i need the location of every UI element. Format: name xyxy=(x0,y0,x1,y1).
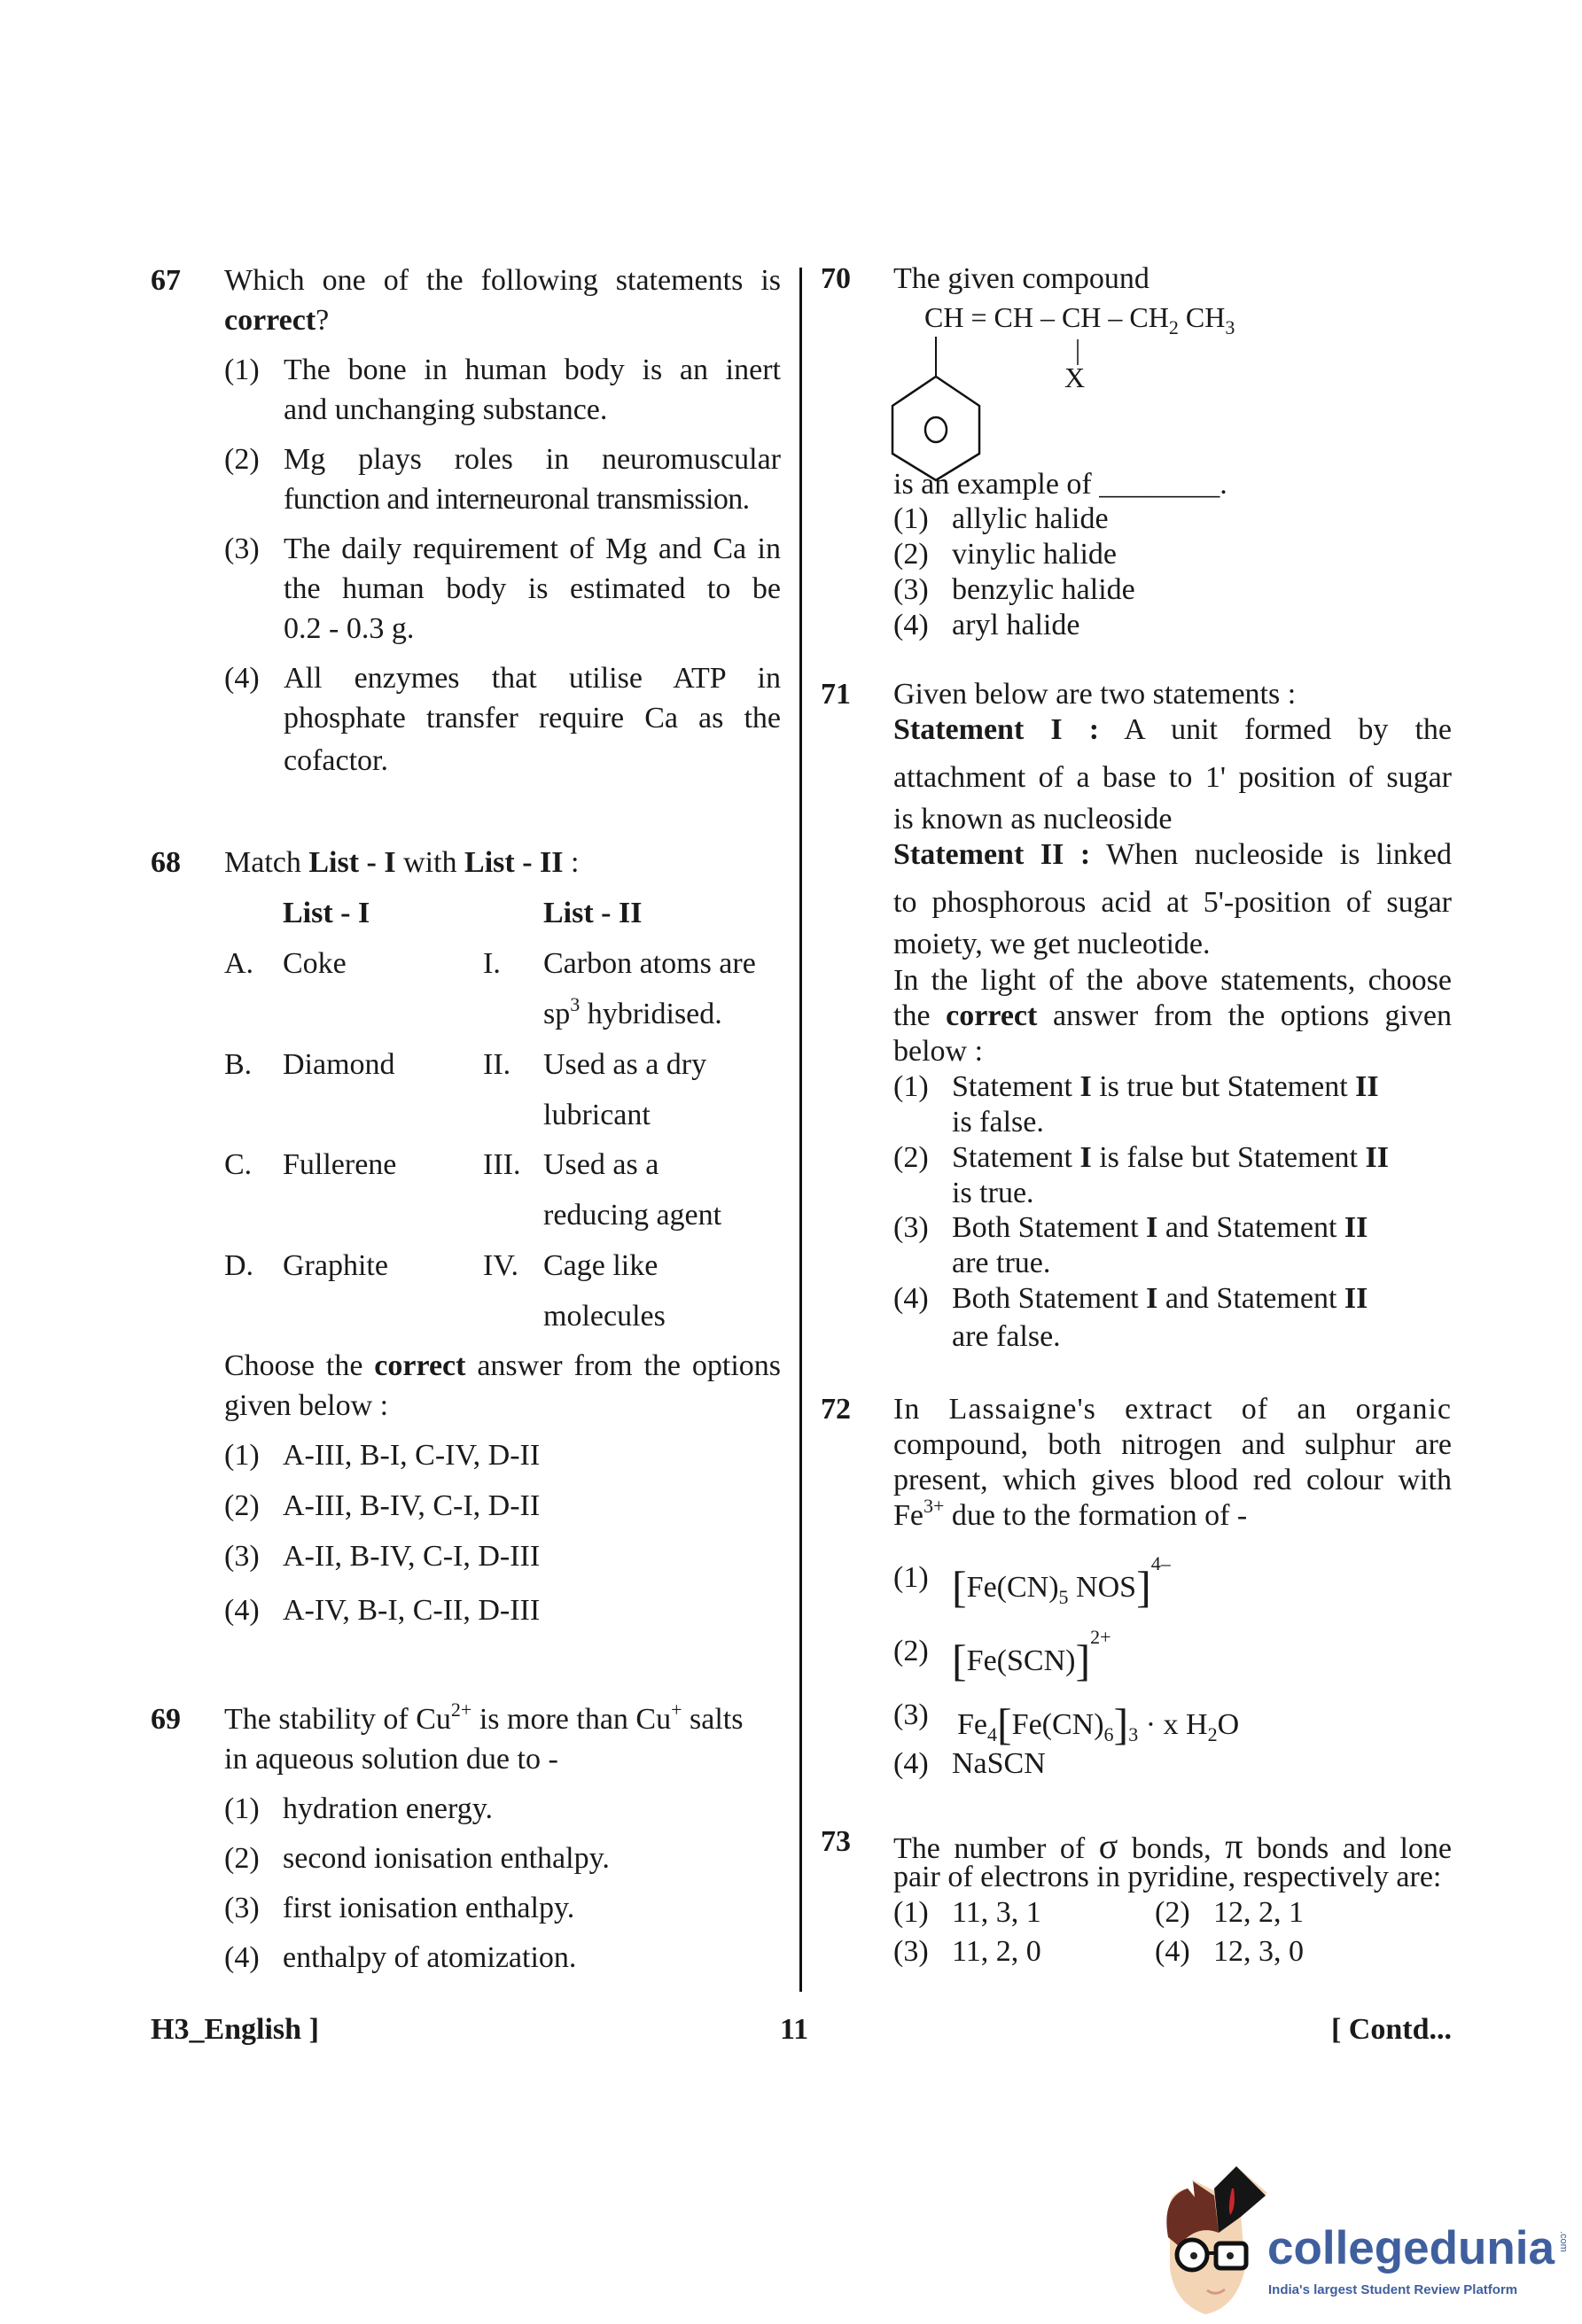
subscript: 2 xyxy=(1207,1723,1218,1745)
option-label: (2) xyxy=(893,1141,929,1174)
row-item: Graphite xyxy=(283,1249,388,1282)
row-letter: B. xyxy=(224,1048,253,1081)
question-stem: The given compound xyxy=(893,262,1149,295)
question-stem: In Lassaigne's extract of an organic xyxy=(893,1393,1452,1426)
sigma-symbol: σ xyxy=(1098,1826,1118,1866)
bracket: ] xyxy=(1136,1562,1151,1612)
text: Fe xyxy=(893,1499,923,1532)
list-2-header: List - II xyxy=(543,897,643,929)
option-label: (3) xyxy=(224,532,260,565)
pi-symbol: π xyxy=(1225,1826,1243,1866)
emphasis: II xyxy=(1344,1282,1368,1315)
formula-text: CH xyxy=(1178,301,1226,333)
option-text: cofactor. xyxy=(284,744,388,777)
question-stem-2: pair of electrons in pyridine, respectively are: xyxy=(893,1861,1442,1893)
option-text-2: is true. xyxy=(952,1177,1034,1209)
text: answer from the options xyxy=(477,1349,782,1382)
emphasis: II xyxy=(1365,1141,1389,1174)
footer-contd: [ Contd... xyxy=(1330,2013,1452,2046)
statement-1-line: attachment of a base to 1' position of sugar xyxy=(893,761,1452,794)
option-text: 0.2 - 0.3 g. xyxy=(284,612,415,645)
stem-text: Match xyxy=(224,846,301,879)
option-label: (2) xyxy=(893,1635,929,1667)
charge: 2+ xyxy=(1090,1626,1111,1648)
option-label: (4) xyxy=(893,1747,929,1780)
option-text-2: is false. xyxy=(952,1106,1044,1139)
text: The number of xyxy=(893,1832,1086,1865)
question-number: 70 xyxy=(821,262,851,295)
option-text xyxy=(952,1282,1368,1316)
option-formula xyxy=(952,1552,1171,1613)
row-desc-2 xyxy=(543,993,722,1031)
bracket: ] xyxy=(1113,1699,1129,1749)
row-roman: I. xyxy=(483,947,501,980)
text: Statement xyxy=(952,1141,1072,1174)
option-text: vinylic halide xyxy=(952,538,1118,571)
list-name: List - I xyxy=(308,846,396,879)
question-number: 67 xyxy=(151,264,181,297)
option-label: (1) xyxy=(224,1792,260,1825)
option-text: 11, 2, 0 xyxy=(952,1935,1041,1968)
text: bonds and lone xyxy=(1257,1832,1453,1865)
option-label: (3) xyxy=(893,1698,929,1731)
formula-text: Fe xyxy=(957,1708,987,1741)
formula-text: O xyxy=(1217,1708,1240,1741)
subscript: 3 xyxy=(1225,316,1235,338)
subscript: 3 xyxy=(1128,1723,1139,1745)
statement-label: Statement I : xyxy=(893,713,1100,746)
question-number: 72 xyxy=(821,1393,851,1426)
intro: Given below are two statements : xyxy=(893,678,1297,711)
option-label: (4) xyxy=(224,1594,260,1627)
option-text-2: are false. xyxy=(952,1320,1061,1353)
text: answer from the options given xyxy=(1052,999,1453,1032)
row-roman: III. xyxy=(483,1148,521,1181)
emphasis: I xyxy=(1146,1211,1158,1244)
row-desc-2: lubricant xyxy=(543,1099,651,1131)
option-text xyxy=(952,1211,1368,1245)
question-number: 71 xyxy=(821,678,851,711)
option-text: The daily requirement of Mg and Ca in xyxy=(284,532,781,565)
option-label: (1) xyxy=(893,1070,929,1103)
option-text: the human body is estimated to be xyxy=(284,572,781,605)
footer-code: H3_English ] xyxy=(151,2013,319,2046)
question-stem: Which one of the following statements is xyxy=(224,264,781,297)
option-text xyxy=(952,1141,1389,1175)
punct: ? xyxy=(316,304,330,337)
option-label: (2) xyxy=(224,1489,260,1522)
formula-text: · x H xyxy=(1138,1708,1208,1741)
row-item: Diamond xyxy=(283,1048,395,1081)
row-desc: Used as a dry xyxy=(543,1048,707,1081)
stem-text: : xyxy=(571,846,580,879)
statement-1-line: is known as nucleoside xyxy=(893,803,1173,836)
option-text: allylic halide xyxy=(952,502,1109,535)
emphasis: correct xyxy=(224,304,316,337)
option-text: A-II, B-IV, C-I, D-III xyxy=(283,1540,541,1573)
superscript: 3+ xyxy=(923,1495,945,1517)
option-text: phosphate transfer require Ca as the xyxy=(284,702,781,735)
option-text: second ionisation enthalpy. xyxy=(283,1842,610,1875)
mascot-icon xyxy=(1152,2162,1267,2321)
row-desc: Used as a xyxy=(543,1148,659,1181)
emphasis: I xyxy=(1146,1282,1158,1315)
option-text: All enzymes that utilise ATP in xyxy=(284,662,781,695)
formula-text: NOS xyxy=(1068,1571,1137,1604)
superscript: + xyxy=(671,1698,682,1721)
row-roman: II. xyxy=(483,1048,511,1081)
charge: 4– xyxy=(1150,1552,1171,1574)
question-stem: present, which gives blood red colour with xyxy=(893,1464,1452,1496)
stem-text: with xyxy=(403,846,457,879)
text: The stability of Cu xyxy=(224,1703,451,1736)
substituent-x: X xyxy=(1064,361,1086,393)
option-text: A-IV, B-I, C-II, D-III xyxy=(283,1594,541,1627)
formula-text: Fe(CN) xyxy=(966,1571,1059,1604)
emphasis: correct xyxy=(374,1349,466,1382)
statement-text: When nucleoside is linked xyxy=(1106,838,1452,871)
logo-tagline: India's largest Student Review Platform xyxy=(1268,2282,1518,2297)
option-text: first ionisation enthalpy. xyxy=(283,1892,575,1924)
option-text xyxy=(952,1070,1379,1104)
subscript: 4 xyxy=(987,1723,997,1745)
row-desc-2: molecules xyxy=(543,1300,666,1333)
option-label: (3) xyxy=(224,1892,260,1924)
emphasis: I xyxy=(1079,1141,1092,1174)
list-1-header: List - I xyxy=(283,897,370,929)
emphasis: correct xyxy=(946,999,1038,1032)
option-formula xyxy=(957,1698,1239,1750)
option-text: aryl halide xyxy=(952,609,1080,641)
option-label: (3) xyxy=(224,1540,260,1573)
option-label: (1) xyxy=(893,1561,929,1594)
emphasis: II xyxy=(1355,1070,1379,1103)
option-label: (4) xyxy=(224,662,260,695)
option-text: The bone in human body is an inert xyxy=(284,354,781,386)
text: salts xyxy=(682,1703,744,1736)
bracket: [ xyxy=(952,1562,967,1612)
row-letter: D. xyxy=(224,1249,254,1282)
text: the xyxy=(893,999,931,1032)
emphasis: II xyxy=(1344,1211,1368,1244)
formula-text: Fe(CN) xyxy=(1011,1708,1104,1741)
row-item: Fullerene xyxy=(283,1148,397,1181)
row-desc: Cage like xyxy=(543,1249,659,1282)
instruction: In the light of the above statements, choose xyxy=(893,964,1452,997)
row-letter: C. xyxy=(224,1148,253,1181)
text: Both Statement xyxy=(952,1211,1139,1244)
text: is false but Statement xyxy=(1099,1141,1358,1174)
statement-2-line: moiety, we get nucleotide. xyxy=(893,928,1211,960)
statement-text: A unit formed by the xyxy=(1124,713,1453,746)
question-stem-2: is an example of ________. xyxy=(893,468,1227,501)
option-label: (3) xyxy=(893,1935,929,1968)
logo-wordmark: collegedunia xyxy=(1267,2222,1555,2274)
superscript: 3 xyxy=(570,993,581,1015)
option-label: (2) xyxy=(893,538,929,571)
subscript: 2 xyxy=(1168,316,1179,338)
option-text: 11, 3, 1 xyxy=(952,1896,1041,1929)
option-text: benzylic halide xyxy=(952,573,1135,606)
logo-suffix: .com xyxy=(1558,2231,1569,2252)
option-text: 12, 2, 1 xyxy=(1213,1896,1304,1929)
option-text: A-III, B-I, C-IV, D-II xyxy=(283,1439,541,1472)
option-text: function and interneuronal transmission. xyxy=(284,483,750,516)
option-text: hydration energy. xyxy=(283,1792,493,1825)
text: is more than Cu xyxy=(471,1703,672,1736)
statement-2 xyxy=(893,838,1452,872)
question-number: 68 xyxy=(151,846,181,879)
text: bonds, xyxy=(1131,1832,1212,1865)
question-stem-2: in aqueous solution due to - xyxy=(224,1743,558,1776)
row-letter: A. xyxy=(224,947,254,980)
column-divider xyxy=(799,268,802,1992)
option-label: (4) xyxy=(1155,1935,1190,1968)
row-desc-2: reducing agent xyxy=(543,1199,722,1232)
question-stem xyxy=(224,846,579,880)
row-desc: Carbon atoms are xyxy=(543,947,756,980)
text: Statement xyxy=(952,1070,1072,1103)
page-number: 11 xyxy=(780,2013,809,2046)
desc-text: sp xyxy=(543,998,571,1030)
option-label: (2) xyxy=(224,1842,260,1875)
emphasis: I xyxy=(1079,1070,1092,1103)
option-label: (4) xyxy=(893,609,929,641)
subscript: 5 xyxy=(1058,1586,1069,1608)
text: and Statement xyxy=(1165,1211,1337,1244)
bracket: ] xyxy=(1075,1636,1091,1685)
option-label: (1) xyxy=(224,1439,260,1472)
option-text: A-III, B-IV, C-I, D-II xyxy=(283,1489,541,1522)
text: Choose the xyxy=(224,1349,363,1382)
option-label: (2) xyxy=(224,443,260,476)
option-text-2: are true. xyxy=(952,1247,1051,1279)
option-label: (4) xyxy=(224,1941,260,1974)
question-stem-last xyxy=(893,1495,1248,1533)
option-label: (1) xyxy=(224,354,260,386)
question-number: 73 xyxy=(821,1825,851,1858)
option-text: NaSCN xyxy=(952,1747,1046,1780)
option-label: (3) xyxy=(893,573,929,606)
option-label: (4) xyxy=(893,1282,929,1315)
formula-text: CH = CH – CH – CH xyxy=(924,301,1169,333)
option-label: (2) xyxy=(1155,1896,1190,1929)
instruction-3: below : xyxy=(893,1035,984,1068)
bracket: [ xyxy=(952,1636,967,1685)
question-stem-2 xyxy=(224,304,329,338)
question-stem: compound, both nitrogen and sulphur are xyxy=(893,1428,1452,1461)
statement-2-line: to phosphorous acid at 5'-position of sugar xyxy=(893,886,1452,919)
option-text: enthalpy of atomization. xyxy=(283,1941,577,1974)
collegedunia-logo xyxy=(1152,2162,1569,2321)
superscript: 2+ xyxy=(450,1698,472,1721)
statement-label: Statement II : xyxy=(893,838,1091,871)
option-label: (1) xyxy=(893,1896,929,1929)
benzene-ring-structure xyxy=(877,328,1108,487)
question-stem xyxy=(224,1698,744,1737)
option-text: 12, 3, 0 xyxy=(1213,1935,1304,1968)
option-text: Mg plays roles in neuromuscular xyxy=(284,443,781,476)
text: Both Statement xyxy=(952,1282,1139,1315)
text: due to the formation of - xyxy=(944,1499,1248,1532)
statement-1 xyxy=(893,713,1452,747)
formula-text: Fe(SCN) xyxy=(966,1644,1076,1677)
text: is true but Statement xyxy=(1099,1070,1348,1103)
row-item: Coke xyxy=(283,947,347,980)
row-roman: IV. xyxy=(483,1249,518,1282)
option-label: (1) xyxy=(893,502,929,535)
instruction-2 xyxy=(893,999,1452,1033)
text: and Statement xyxy=(1165,1282,1337,1315)
choose-text xyxy=(224,1349,781,1383)
choose-text-2: given below : xyxy=(224,1389,389,1422)
desc-text: hybridised. xyxy=(580,998,722,1030)
list-name: List - II xyxy=(464,846,564,879)
bracket: [ xyxy=(997,1699,1012,1749)
option-label: (3) xyxy=(893,1211,929,1244)
option-formula xyxy=(952,1626,1111,1686)
question-number: 69 xyxy=(151,1703,181,1736)
subscript: 6 xyxy=(1103,1723,1114,1745)
option-text: and unchanging substance. xyxy=(284,393,608,426)
